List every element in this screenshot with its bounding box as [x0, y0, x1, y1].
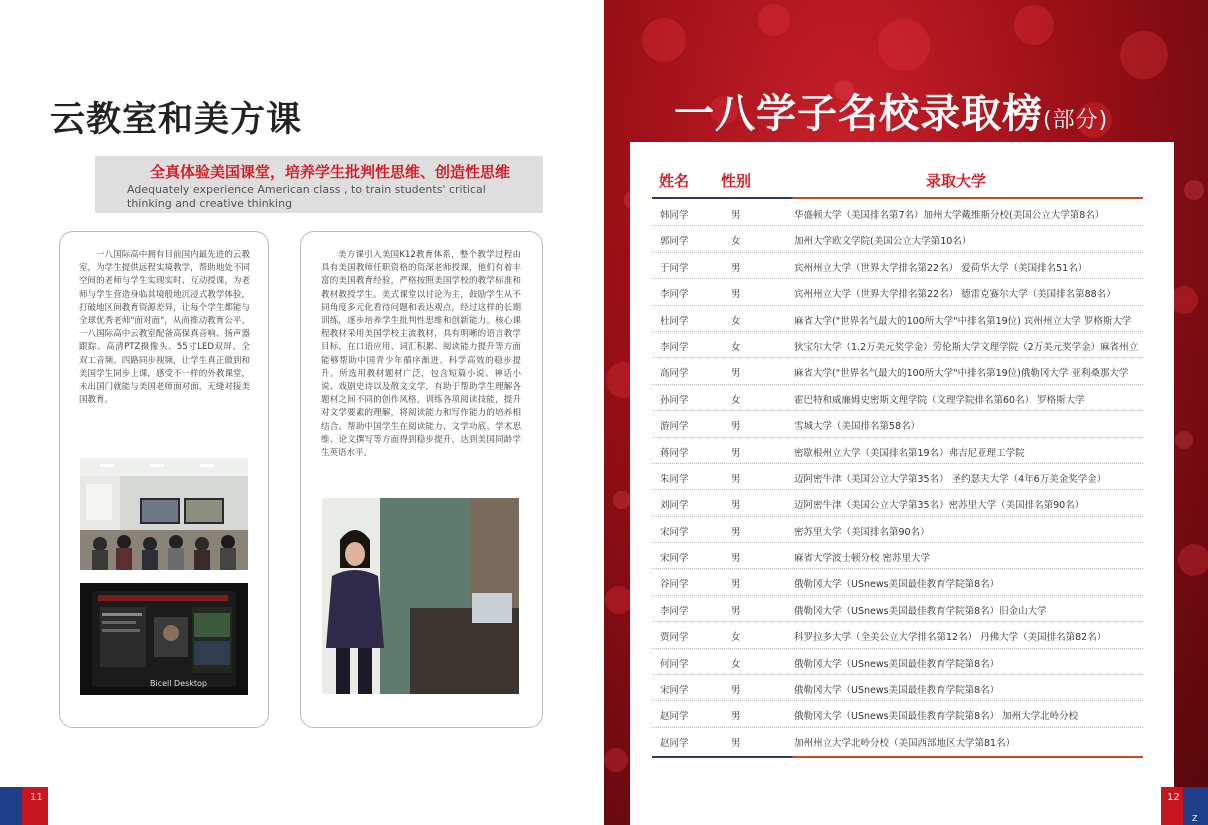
student-university: 霍巴特和威廉姆史密斯文理学院（文理学院排名第60名） 罗格斯大学: [794, 394, 1085, 406]
table-row: [652, 649, 1143, 675]
student-sex: 男: [731, 289, 741, 301]
student-sex: 女: [731, 236, 741, 248]
student-sex: 男: [731, 579, 741, 591]
ranking-title-small: (部分): [1043, 108, 1109, 133]
student-sex: 男: [731, 711, 741, 723]
student-sex: 男: [731, 500, 741, 512]
remote-screen-photo: [80, 583, 248, 695]
student-university: 俄勒冈大学（USnews美国最佳教育学院第8名）: [794, 658, 1000, 670]
student-sex: 男: [731, 685, 741, 697]
student-sex: 男: [731, 553, 741, 565]
corner-mark: Z: [1192, 814, 1198, 823]
student-university: 俄勒冈大学（USnews美国最佳教育学院第8名） 加州大学北岭分校: [794, 711, 1079, 723]
ranking-title-main: 一八学子名校录取榜: [674, 91, 1043, 137]
student-university: 麻省大学("世界名气最大的100所大学"中排名第19位)俄勒冈大学 亚利桑那大学: [794, 368, 1129, 380]
student-name: 谷同学: [660, 579, 689, 591]
student-university: 加州州立大学北岭分校（美国西部地区大学第81名）: [794, 737, 1016, 749]
table-row: [652, 279, 1143, 305]
student-university: 麻省大学波士顿分校 密苏里大学: [794, 553, 931, 565]
student-sex: 男: [731, 262, 741, 274]
table-row: [652, 385, 1143, 411]
student-university: 俄勒冈大学（USnews美国最佳教育学院第8名）旧金山大学: [794, 605, 1047, 617]
table-row: [652, 306, 1143, 332]
student-university: 宾州州立大学（世界大学排名第22名） 爱荷华大学（美国排名51名）: [794, 262, 1088, 274]
student-name: 韩同学: [660, 210, 689, 221]
classroom-photo: [80, 458, 248, 570]
student-university: 密苏里大学（美国排名第90名）: [794, 526, 930, 538]
student-university: 俄勒冈大学（USnews美国最佳教育学院第8名）: [794, 685, 1000, 697]
student-sex: 男: [731, 526, 741, 538]
subtitle-box: [95, 156, 543, 213]
student-university: 宾州州立大学（世界大学排名第22名） 德雷克赛尔大学（美国排名第88名）: [794, 289, 1116, 301]
ranking-title: [674, 82, 1108, 139]
student-university: 迈阿密牛津（美国公立大学第35名） 圣约瑟夫大学（4年6万美金奖学金）: [794, 473, 1107, 485]
student-name: 杜同学: [660, 315, 689, 327]
student-sex: 女: [731, 394, 741, 406]
student-name: 赵同学: [660, 737, 689, 749]
student-university: 华盛顿大学（美国排名第7名）加州大学戴维斯分校(美国公立大学第8名）: [794, 210, 1105, 221]
student-sex: 男: [731, 210, 741, 221]
american-class-text: 美方课引入美国K12教育体系，整个教学过程由具有美国教师任职资格的资深老师授课，他们有着丰富的美国教育经验，严格按照美国学校的教学标准和教材教授学生。美式课堂以讨论为主，鼓励学生从不同角度多元化看待问题和表达观点，经过这样的长期训练，逐步培养学生批判性思维和创新能力。核心课程教材采用美国学校主流教材，具有明晰的语言教学目标，在口语应用、词汇积累、阅读能力提升等方面能够帮助中国青少年循序渐进、科学高效的稳步提升。所选用教材题材广泛，包含短篇小说、神话小说、戏剧史诗以及散文文学，有助于帮助学生理解各题材之间不同的创作风格，训练各项阅读技能，提升对文学要素的理解，将阅读能力和写作能力的培养相结合。帮助中国学生在阅读能力、文学功底、学术思维、论文撰写等方面得到稳步提升，达到美国同龄学生英语水平。: [321, 250, 521, 459]
student-name: 李同学: [660, 341, 689, 353]
subtitle-en: Adequately experience American class , to train students' critical thinking and creative thinking: [127, 183, 486, 210]
student-name: 宋同学: [660, 685, 689, 697]
table-row: [652, 464, 1143, 490]
table-row: [652, 596, 1143, 622]
table-row: [652, 728, 1143, 754]
student-university: 科罗拉多大学（全美公立大学排名第12名） 丹佛大学（美国排名第82名）: [794, 632, 1107, 644]
student-name: 游同学: [660, 421, 689, 433]
teacher-illustration: [322, 498, 519, 694]
table-row: [652, 701, 1143, 727]
student-sex: 男: [731, 368, 741, 380]
table-row: [652, 675, 1143, 701]
student-university: 狄宝尔大学（1.2万美元奖学金）劳伦斯大学文理学院（2万美元奖学金）麻省州立: [794, 341, 1139, 353]
student-name: 何同学: [660, 658, 689, 670]
page-number-right-text: 12: [1167, 792, 1180, 803]
student-name: 刘同学: [660, 500, 689, 512]
table-row: [652, 253, 1143, 279]
student-university: 迈阿密牛津（美国公立大学第35名）密苏里大学（美国排名第90名）: [794, 500, 1085, 512]
student-sex: 男: [731, 605, 741, 617]
table-row: [652, 517, 1143, 543]
classroom-illustration: [80, 458, 248, 570]
header-university: 录取大学: [926, 172, 987, 190]
student-sex: 女: [731, 632, 741, 644]
table-row: [652, 200, 1143, 226]
left-page-title: 云教室和美方课: [50, 100, 303, 140]
student-name: 郭同学: [660, 236, 689, 248]
header-name: 姓名: [659, 172, 690, 190]
table-row: [652, 622, 1143, 648]
header-sex: 性别: [721, 172, 752, 190]
student-name: 于同学: [660, 262, 689, 274]
student-sex: 女: [731, 658, 741, 670]
student-name: 李同学: [660, 605, 689, 617]
table-row: [652, 411, 1143, 437]
student-name: 赵同学: [660, 711, 689, 723]
page-number-left: [0, 787, 48, 825]
admission-table: [652, 200, 1143, 754]
table-row: [652, 543, 1143, 569]
student-name: 蒋同学: [660, 447, 689, 459]
table-top-rule: [652, 197, 1143, 199]
student-sex: 女: [731, 341, 741, 353]
page-number-right: [1161, 787, 1208, 825]
table-row: [652, 226, 1143, 252]
student-name: 孙同学: [660, 394, 689, 406]
student-sex: 男: [731, 737, 741, 749]
student-university: 雪城大学（美国排名第58名）: [794, 421, 921, 433]
student-sex: 男: [731, 447, 741, 459]
student-sex: 女: [731, 315, 741, 327]
student-name: 高同学: [660, 368, 689, 380]
student-name: 李同学: [660, 289, 689, 301]
student-name: 贾同学: [660, 632, 689, 644]
student-university: 俄勒冈大学（USnews美国最佳教育学院第8名）: [794, 579, 1000, 591]
cloud-classroom-text: 一八国际高中拥有目前国内最先进的云教室，为学生提供远程实境教学，帮助地处不同空间的老师与学生实现实时、互动授课，为老师与学生营造身临其境般地沉浸式教学体验，打破地区间教育资源差异，让每个学生都能与全球优秀老师"面对面"，从而推动教育公平。一八国际高中云教室配备高保真音响、扬声器跟踪、高清PTZ摄像头、55寸LED双屏、全双工音频、四路同步视频，让学生真正做到和美国学生同步上课，感受不一样的外教课堂，未出国门就能与美国老师面对面，无缝对接美国教育。: [79, 250, 250, 406]
student-sex: 男: [731, 473, 741, 485]
student-name: 宋同学: [660, 553, 689, 565]
table-bottom-rule: [652, 756, 1143, 758]
table-row: [652, 438, 1143, 464]
student-university: 密歇根州立大学（美国排名第19名）弗吉尼亚理工学院: [794, 447, 1025, 459]
teacher-photo: [322, 498, 519, 694]
table-row: [652, 490, 1143, 516]
student-university: 麻省大学("世界名气最大的100所大学"中排名第19位) 宾州州立大学 罗格斯大学: [794, 315, 1132, 327]
page-number-left-text: 11: [30, 792, 43, 803]
table-row: [652, 332, 1143, 358]
student-university: 加州大学欧文学院(美国公立大学第10名）: [794, 236, 972, 248]
table-row: [652, 569, 1143, 595]
student-name: 宋同学: [660, 526, 689, 538]
screen-caption: Bicell Desktop: [150, 679, 208, 688]
student-sex: 男: [731, 421, 741, 433]
table-row: [652, 358, 1143, 384]
student-name: 朱同学: [660, 473, 689, 485]
subtitle-cn: 全真体验美国课堂，培养学生批判性思维、创造性思维: [149, 163, 510, 181]
